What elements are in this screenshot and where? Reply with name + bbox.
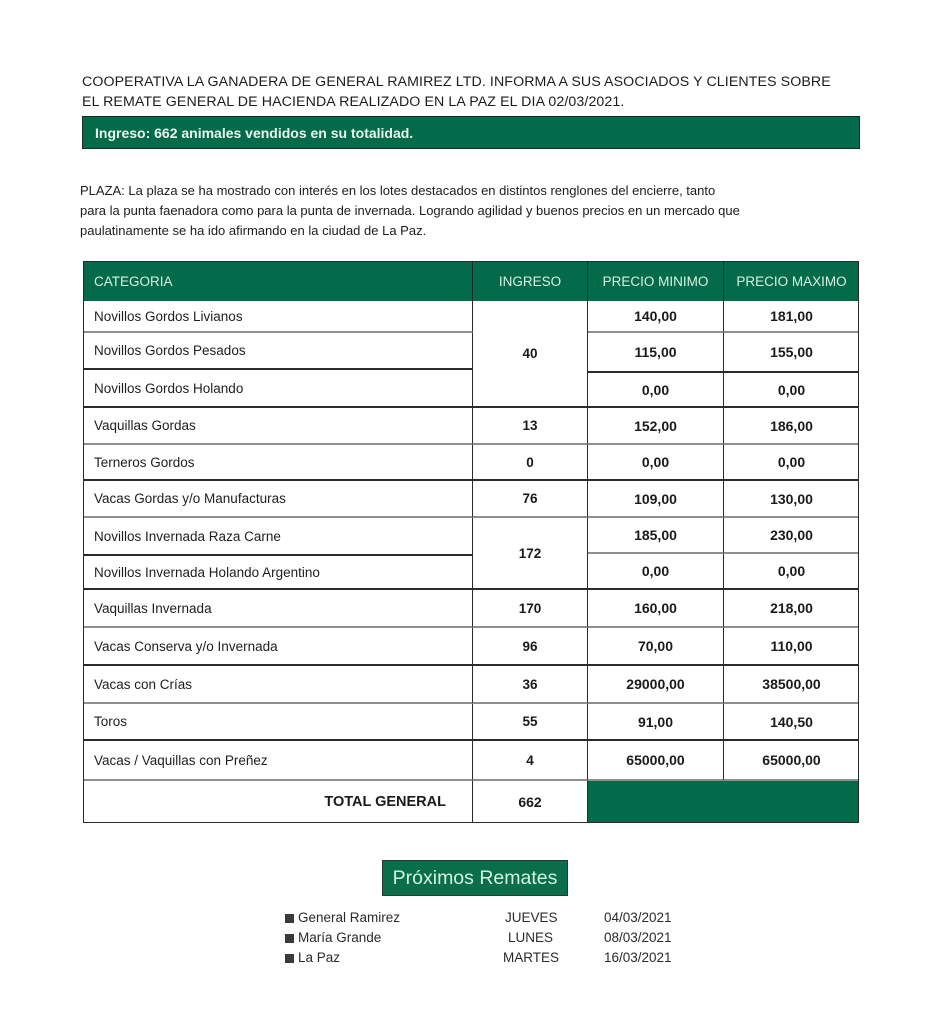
table-row-precio-min: 140,00 (588, 301, 724, 333)
table-row-precio-min: 29000,00 (588, 666, 724, 704)
table-row-categoria: Vacas / Vaquillas con Preñez (83, 741, 473, 781)
table-row-categoria: Toros (83, 704, 473, 741)
table-row-precio-min: 0,00 (588, 445, 724, 481)
table-row-precio-min: 91,00 (588, 704, 724, 741)
proximos-remates-title-box (382, 860, 568, 896)
square-bullet-icon (285, 914, 294, 923)
remate-table (83, 261, 859, 823)
table-row-precio-min: 152,00 (588, 408, 724, 445)
table-row-categoria: Novillos Gordos Livianos (83, 301, 473, 333)
intro-text (82, 72, 872, 112)
table-row-categoria: Vaquillas Gordas (83, 408, 473, 445)
table-row-categoria: Terneros Gordos (83, 445, 473, 481)
table-row-categoria: Novillos Invernada Raza Carne (83, 518, 473, 556)
table-row-ingreso: 96 (473, 628, 588, 666)
table-row-precio-max: 0,00 (724, 445, 859, 481)
plaza-paragraph (80, 181, 840, 241)
table-row-precio-min: 109,00 (588, 481, 724, 518)
table-row-categoria: Novillos Invernada Holando Argentino (83, 556, 473, 590)
ingreso-banner-text: Ingreso: 662 animales vendidos en su totalidad. (95, 125, 414, 141)
remate-fecha: 08/03/2021 (604, 930, 672, 945)
table-row-precio-max: 181,00 (724, 301, 859, 333)
table-row-precio-max: 65000,00 (724, 741, 859, 781)
header-categoria: CATEGORIA (83, 261, 473, 301)
remate-lugar: La Paz (298, 950, 341, 965)
table-row-categoria: Novillos Gordos Pesados (83, 333, 473, 370)
table-row-categoria: Vaquillas Invernada (83, 590, 473, 628)
header-ingreso: INGRESO (473, 261, 588, 301)
merged-ingreso-novillos-gordos: 40 (473, 301, 588, 408)
table-row-precio-max: 218,00 (724, 590, 859, 628)
table-row-ingreso: 55 (473, 704, 588, 741)
remate-lugar: María Grande (298, 930, 382, 945)
ingreso-banner (82, 116, 860, 149)
total-general-value: 662 (473, 781, 588, 823)
remate-fecha: 16/03/2021 (604, 950, 672, 965)
remate-dia: MARTES (503, 950, 560, 965)
table-row-precio-max: 110,00 (724, 628, 859, 666)
table-row-precio-max: 230,00 (724, 518, 859, 554)
table-row-ingreso: 0 (473, 445, 588, 481)
remate-dia: LUNES (508, 930, 554, 945)
plaza-line-3: paulatinamente se ha ido afirmando en la ciudad de La Paz. (80, 223, 427, 238)
header-precio-minimo: PRECIO MINIMO (588, 261, 724, 301)
proximos-remates-title: Próximos Remates (392, 866, 558, 889)
table-row-precio-max: 130,00 (724, 481, 859, 518)
header-precio-maximo: PRECIO MAXIMO (724, 261, 859, 301)
table-row-categoria: Vacas Conserva y/o Invernada (83, 628, 473, 666)
plaza-line-2: para la punta faenadora como para la punta de invernada. Logrando agilidad y buenos precios en un mercado que (80, 203, 740, 218)
table-row-precio-min: 0,00 (588, 373, 724, 408)
merged-ingreso-novillos-invernada: 172 (473, 518, 588, 590)
table-row-categoria: Vacas con Crías (83, 666, 473, 704)
table-row-ingreso: 36 (473, 666, 588, 704)
table-row-ingreso: 4 (473, 741, 588, 781)
square-bullet-icon (285, 934, 294, 943)
total-green-fill (588, 781, 859, 823)
table-row-precio-max: 38500,00 (724, 666, 859, 704)
total-general-label: TOTAL GENERAL (83, 781, 473, 823)
table-row-precio-min: 70,00 (588, 628, 724, 666)
table-row-precio-max: 140,50 (724, 704, 859, 741)
table-row-categoria: Novillos Gordos Holando (83, 370, 473, 408)
table-row-precio-min: 65000,00 (588, 741, 724, 781)
table-row-ingreso: 76 (473, 481, 588, 518)
table-row-precio-min: 0,00 (588, 554, 724, 590)
remate-fecha: 04/03/2021 (604, 910, 672, 925)
square-bullet-icon (285, 954, 294, 963)
table-row-categoria: Vacas Gordas y/o Manufacturas (83, 481, 473, 518)
table-row-ingreso: 13 (473, 408, 588, 445)
remate-dia: JUEVES (505, 910, 558, 925)
table-row-precio-max: 155,00 (724, 333, 859, 373)
table-row-precio-max: 0,00 (724, 373, 859, 408)
intro-line-1: COOPERATIVA LA GANADERA DE GENERAL RAMIREZ LTD. INFORMA A SUS ASOCIADOS Y CLIENTES SOBRE (82, 74, 831, 90)
table-row-ingreso: 170 (473, 590, 588, 628)
table-row-precio-max: 186,00 (724, 408, 859, 445)
remate-lugar: General Ramirez (298, 910, 401, 925)
table-row-precio-max: 0,00 (724, 554, 859, 590)
table-row-precio-min: 185,00 (588, 518, 724, 554)
table-row-precio-min: 115,00 (588, 333, 724, 373)
table-row-precio-min: 160,00 (588, 590, 724, 628)
intro-line-2: EL REMATE GENERAL DE HACIENDA REALIZADO EN LA PAZ EL DIA 02/03/2021. (82, 94, 625, 110)
plaza-line-1: PLAZA: La plaza se ha mostrado con interés en los lotes destacados en distintos renglones del encierre, tanto (80, 183, 716, 198)
